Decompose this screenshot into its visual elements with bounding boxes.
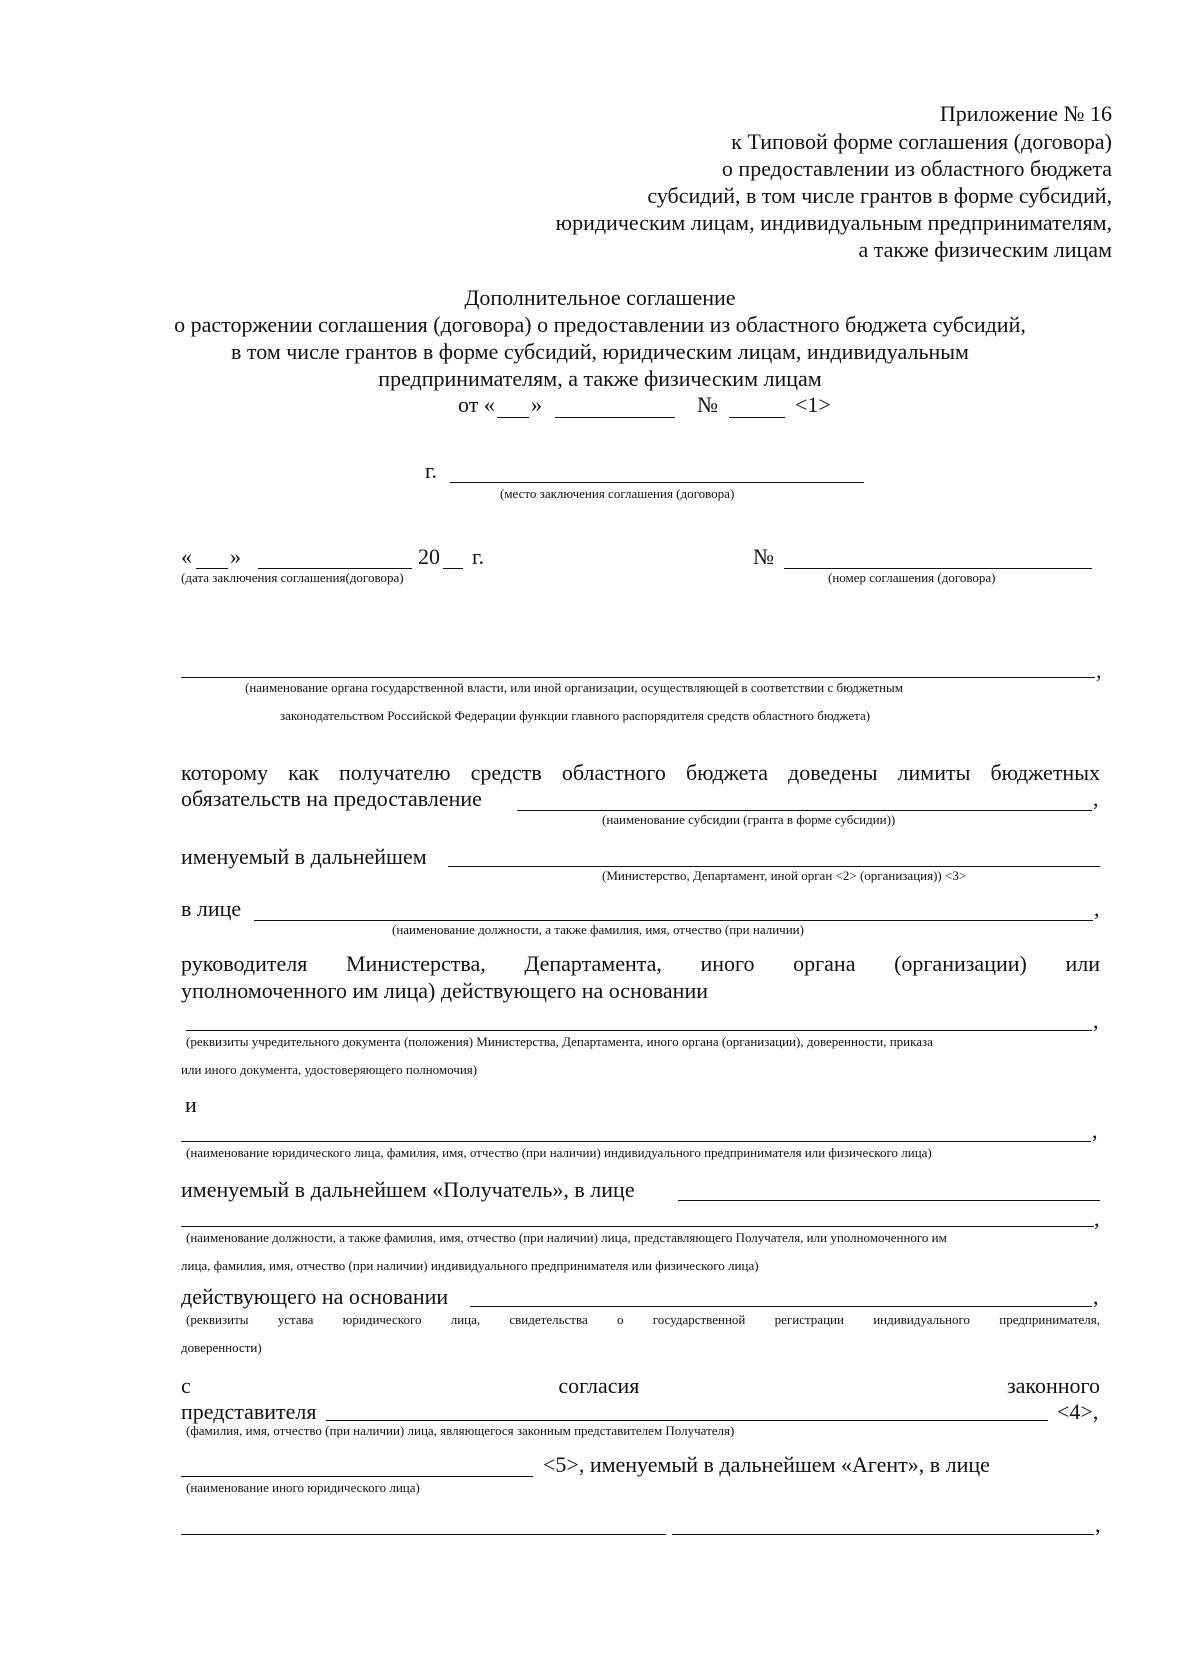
title-line-4: предпринимателям, а также физическим лицам — [378, 366, 822, 391]
head-line-1: руководителя Министерства, Департамента, иного органа (организации) или — [181, 951, 1100, 976]
and-blank[interactable] — [181, 1141, 1091, 1142]
and-caption: (наименование юридического лица, фамилия, имя, отчество (при наличии) индивидуального предпринимателя или физического лица) — [186, 1145, 932, 1160]
consent-blank[interactable] — [326, 1420, 1048, 1421]
head-blank[interactable] — [186, 1030, 1092, 1031]
limits-comma: , — [1093, 786, 1099, 811]
title-number-sign: № — [697, 392, 718, 417]
named-label: именуемый в дальнейшем — [181, 844, 427, 869]
organ-caption-line-1: (наименование органа государственной власти, или иной организации, осуществляющей в соответствии с бюджетным — [245, 680, 903, 695]
head-comma: , — [1093, 1008, 1099, 1033]
limits-blank[interactable] — [517, 810, 1092, 811]
consent-caption: (фамилия, имя, отчество (при наличии) лица, являющегося законным представителем Получателя) — [186, 1423, 735, 1438]
title-day-blank[interactable] — [497, 417, 529, 418]
head-caption-line-1: (реквизиты учредительного документа (положения) Министерства, Департамента, иного органа (организации), доверенности, приказа — [186, 1034, 933, 1049]
and-label: и — [185, 1092, 197, 1117]
recipient-label: именуемый в дальнейшем «Получатель», в лице — [181, 1177, 635, 1202]
title-line-2: о расторжении соглашения (договора) о предоставлении из областного бюджета субсидий, — [174, 312, 1026, 337]
person-blank[interactable] — [254, 920, 1093, 921]
agent-name-blank[interactable] — [181, 1476, 533, 1477]
appendix-line-2: к Типовой форме соглашения (договора) — [731, 129, 1112, 154]
title-month-blank[interactable] — [555, 417, 675, 418]
named-caption: (Министерство, Департамент, иной орган <2> (организация)) <3> — [602, 868, 967, 883]
recipient-caption-line-2: лица, фамилия, имя, отчество (при наличии) индивидуального предпринимателя или физического лица) — [181, 1258, 759, 1273]
limits-line-1: которому как получателю средств областного бюджета доведены лимиты бюджетных — [181, 760, 1100, 785]
place-prefix: г. — [425, 458, 438, 483]
appendix-line-1: Приложение № 16 — [939, 101, 1112, 126]
appendix-line-4: субсидий, в том числе грантов в форме субсидий, — [647, 183, 1112, 208]
organ-comma: , — [1096, 658, 1102, 683]
organ-caption-line-2: законодательством Российской Федерации функции главного распорядителя средств областного бюджета) — [280, 708, 871, 723]
person-label: в лице — [181, 896, 242, 921]
limits-line-2: обязательств на предоставление — [181, 786, 482, 811]
date-quote-close: » — [230, 544, 241, 569]
agent-blank-left[interactable] — [181, 1534, 666, 1535]
basis-blank[interactable] — [470, 1306, 1092, 1307]
recipient-comma: , — [1094, 1206, 1100, 1231]
title-number-blank[interactable] — [729, 417, 785, 418]
place-caption: (место заключения соглашения (договора) — [500, 486, 735, 501]
title-date-prefix: от « — [458, 392, 495, 417]
appendix-line-3: о предоставлении из областного бюджета — [721, 156, 1112, 181]
person-comma: , — [1094, 896, 1100, 921]
named-blank[interactable] — [448, 866, 1100, 867]
title-line-1: Дополнительное соглашение — [464, 285, 736, 310]
date-year: 20 — [418, 544, 440, 569]
limits-caption: (наименование субсидии (гранта в форме субсидии)) — [602, 812, 896, 827]
agreement-number-sign: № — [753, 544, 774, 569]
date-month-blank[interactable] — [258, 568, 412, 569]
date-quote-open: « — [181, 544, 192, 569]
title-line-3: в том числе грантов в форме субсидий, юридическим лицам, индивидуальным — [231, 339, 969, 364]
date-year-suffix: г. — [472, 544, 485, 569]
appendix-line-5: юридическим лицам, индивидуальным предпринимателям, — [555, 210, 1112, 235]
agent-text: <5>, именуемый в дальнейшем «Агент», в лице — [543, 1452, 990, 1477]
recipient-blank[interactable] — [678, 1200, 1100, 1201]
and-comma: , — [1092, 1118, 1098, 1143]
title-date-mid: » — [531, 392, 542, 417]
agent-caption: (наименование иного юридического лица) — [186, 1480, 420, 1495]
basis-caption-line-2: доверенности) — [181, 1340, 262, 1355]
date-day-blank[interactable] — [196, 568, 228, 569]
basis-label: действующего на основании — [181, 1284, 449, 1309]
head-line-2: уполномоченного им лица) действующего на основании — [181, 978, 709, 1003]
organ-blank[interactable] — [181, 677, 1095, 678]
consent-label: представителя — [181, 1399, 317, 1424]
basis-caption-line-1: (реквизиты устава юридического лица, свидетельства о государственной регистрации индивидуального предпринимателя, — [186, 1312, 1100, 1327]
head-caption-line-2: или иного документа, удостоверяющего полномочия) — [181, 1062, 478, 1077]
place-blank[interactable] — [450, 482, 864, 483]
basis-comma: , — [1093, 1284, 1099, 1309]
agreement-number-blank[interactable] — [784, 568, 1092, 569]
agreement-number-caption: (номер соглашения (договора) — [828, 570, 996, 585]
appendix-line-6: а также физическим лицам — [858, 237, 1112, 262]
recipient-caption-line-1: (наименование должности, а также фамилия, имя, отчество (при наличии) лица, представляющего Получателя, или уполномоченного им — [186, 1230, 947, 1245]
recipient-blank-2[interactable] — [181, 1226, 1094, 1227]
agent-comma: , — [1095, 1512, 1101, 1537]
consent-line-1: с согласия законного — [181, 1373, 1100, 1398]
agent-blank-right[interactable] — [672, 1534, 1094, 1535]
date-caption: (дата заключения соглашения(договора) — [181, 570, 404, 585]
date-year-blank[interactable] — [443, 568, 463, 569]
title-footnote: <1> — [795, 392, 831, 417]
person-caption: (наименование должности, а также фамилия, имя, отчество (при наличии) — [392, 922, 804, 937]
consent-footnote: <4>, — [1057, 1399, 1099, 1424]
